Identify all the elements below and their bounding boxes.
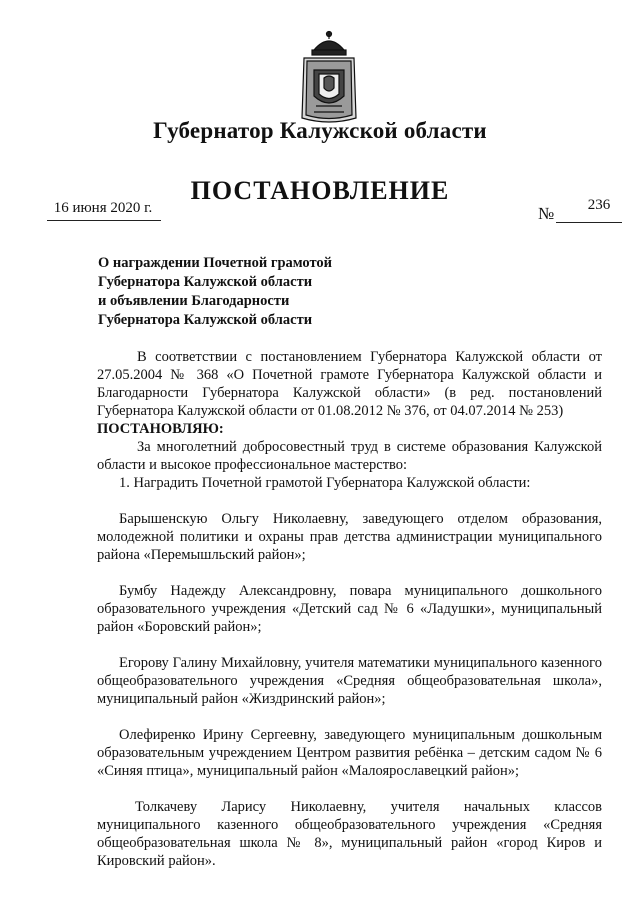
subject-line: Губернатора Калужской области bbox=[98, 312, 313, 328]
subject-line: Губернатора Калужской области bbox=[98, 274, 313, 290]
subject-line: и объявлении Благодарности bbox=[98, 293, 290, 309]
reason-paragraph: За многолетний добросовестный труд в системе образования Калужской области и высокое профессиональное мастерство: bbox=[97, 439, 602, 473]
document-date: 16 июня 2020 г. bbox=[53, 200, 153, 216]
awardee-paragraph: Олефиренко Ирину Сергеевну, заведующего муниципальным дошкольным образовательным учреждением Центром развития ребёнка – детским садом № 6 «Синяя птица», муниципальный район «Малоярославецкий район»; bbox=[97, 727, 602, 779]
document-number: 236 bbox=[587, 197, 611, 213]
awardee-paragraph: Бумбу Надежду Александровну, повара муниципального дошкольного образовательного учреждения «Детский сад № 6 «Ладушки», муниципальный район «Боровский район»; bbox=[97, 583, 602, 635]
awardee-paragraph: Егорову Галину Михайловну, учителя математики муниципального казенного общеобразовательного учреждения «Средняя общеобразовательная школа», муниципальный район «Жиздринский район»; bbox=[97, 655, 602, 707]
date-underline bbox=[47, 220, 161, 221]
awardee-paragraph: Барышенскую Ольгу Николаевну, заведующего отделом образования, молодежной политики и охраны прав детства администрации муниципального района «Перемышльский район»; bbox=[97, 511, 602, 563]
decree-word: ПОСТАНОВЛЯЮ: bbox=[97, 421, 224, 437]
point-1: 1. Наградить Почетной грамотой Губернатора Калужской области: bbox=[119, 475, 531, 491]
coat-of-arms-icon bbox=[298, 30, 360, 125]
document-subject bbox=[98, 254, 332, 330]
issuing-authority: Губернатор Калужской области bbox=[153, 118, 487, 143]
subject-line bbox=[98, 273, 332, 292]
number-label: № bbox=[538, 204, 555, 223]
document-type-title: ПОСТАНОВЛЕНИЕ bbox=[190, 176, 450, 205]
number-underline bbox=[556, 222, 622, 223]
preamble-paragraph: В соответствии с постановлением Губернатора Калужской области от 27.05.2004 № 368 «О Почетной грамоте Губернатора Калужской области и Благодарности Губернатора Калужской области» (в ред. постановлений Губернатора Калужской области от 01.08.2012 № 376, от 04.07.2014 № 253) bbox=[97, 349, 602, 419]
awardee-paragraph: Толкачеву Ларису Николаевну, учителя начальных классов муниципального казенного общеобразовательного учреждения «Средняя общеобразовательная школа № 8», муниципальный район «город Киров и Кировский район». bbox=[97, 799, 602, 869]
document-body bbox=[97, 348, 602, 870]
subject-line: О награждении Почетной грамотой bbox=[98, 255, 333, 271]
